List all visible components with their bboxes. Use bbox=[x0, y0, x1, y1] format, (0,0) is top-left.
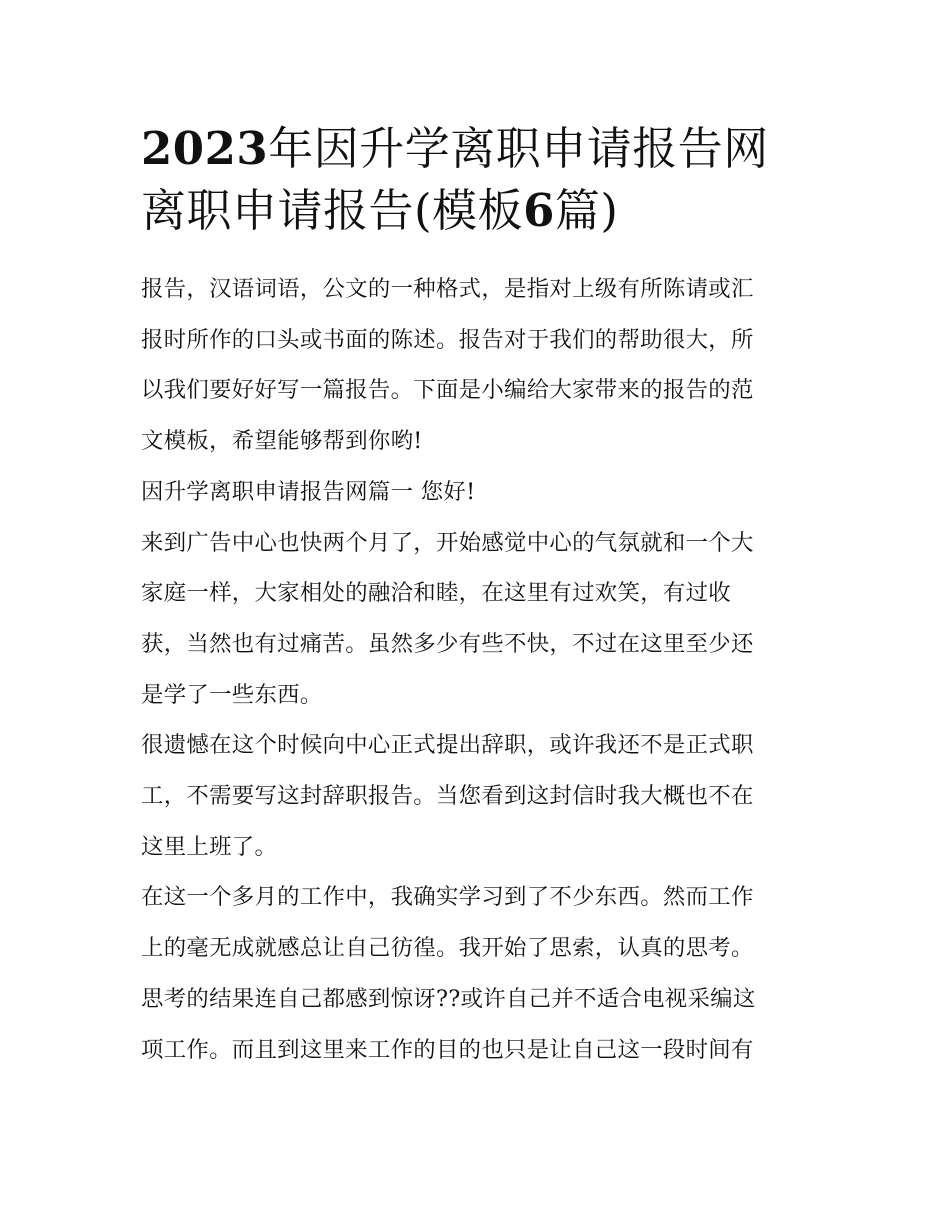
title-line-2-text-a: 离职申请报告(模板 bbox=[141, 184, 524, 237]
document-title bbox=[141, 118, 813, 242]
document-body bbox=[141, 264, 813, 1075]
title-line-2 bbox=[141, 180, 813, 242]
body-line: 上的毫无成就感总让自己彷徨。我开始了思索，认真的思考。 bbox=[141, 935, 754, 962]
title-count: 6 bbox=[523, 184, 555, 237]
body-line: 是学了一些东西。 bbox=[141, 681, 323, 708]
section-heading: 因升学离职申请报告网篇一 您好! bbox=[141, 478, 476, 505]
body-line: 家庭一样，大家相处的融洽和睦，在这里有过欢笑，有过收 bbox=[141, 580, 731, 607]
body-line: 来到广告中心也快两个月了，开始感觉中心的气氛就和一个大 bbox=[141, 529, 754, 556]
body-line: 报时所作的口头或书面的陈述。报告对于我们的帮助很大，所 bbox=[141, 326, 754, 353]
body-line: 思考的结果连自己都感到惊讶??或许自己并不适合电视采编这 bbox=[141, 985, 756, 1012]
body-line: 在这一个多月的工作中，我确实学习到了不少东西。然而工作 bbox=[141, 884, 754, 911]
body-line: 很遗憾在这个时候向中心正式提出辞职，或许我还不是正式职 bbox=[141, 732, 754, 759]
title-line-2-text-b: 篇) bbox=[554, 184, 619, 237]
document-page bbox=[141, 118, 813, 1075]
body-line: 项工作。而且到这里来工作的目的也只是让自己这一段时间有 bbox=[141, 1036, 754, 1063]
body-line: 文模板，希望能够帮到你哟! bbox=[141, 428, 423, 455]
body-line: 报告，汉语词语，公文的一种格式，是指对上级有所陈请或汇 bbox=[141, 276, 754, 302]
title-year: 2023 bbox=[141, 122, 269, 175]
body-line: 获，当然也有过痛苦。虽然多少有些不快，不过在这里至少还 bbox=[141, 630, 754, 657]
title-line-1-text: 年因升学离职申请报告网 bbox=[268, 122, 769, 175]
body-line: 这里上班了。 bbox=[141, 833, 278, 860]
body-line: 工，不需要写这封辞职报告。当您看到这封信时我大概也不在 bbox=[141, 783, 754, 810]
body-line: 以我们要好好写一篇报告。下面是小编给大家带来的报告的范 bbox=[141, 377, 754, 404]
title-line-1 bbox=[141, 118, 813, 180]
